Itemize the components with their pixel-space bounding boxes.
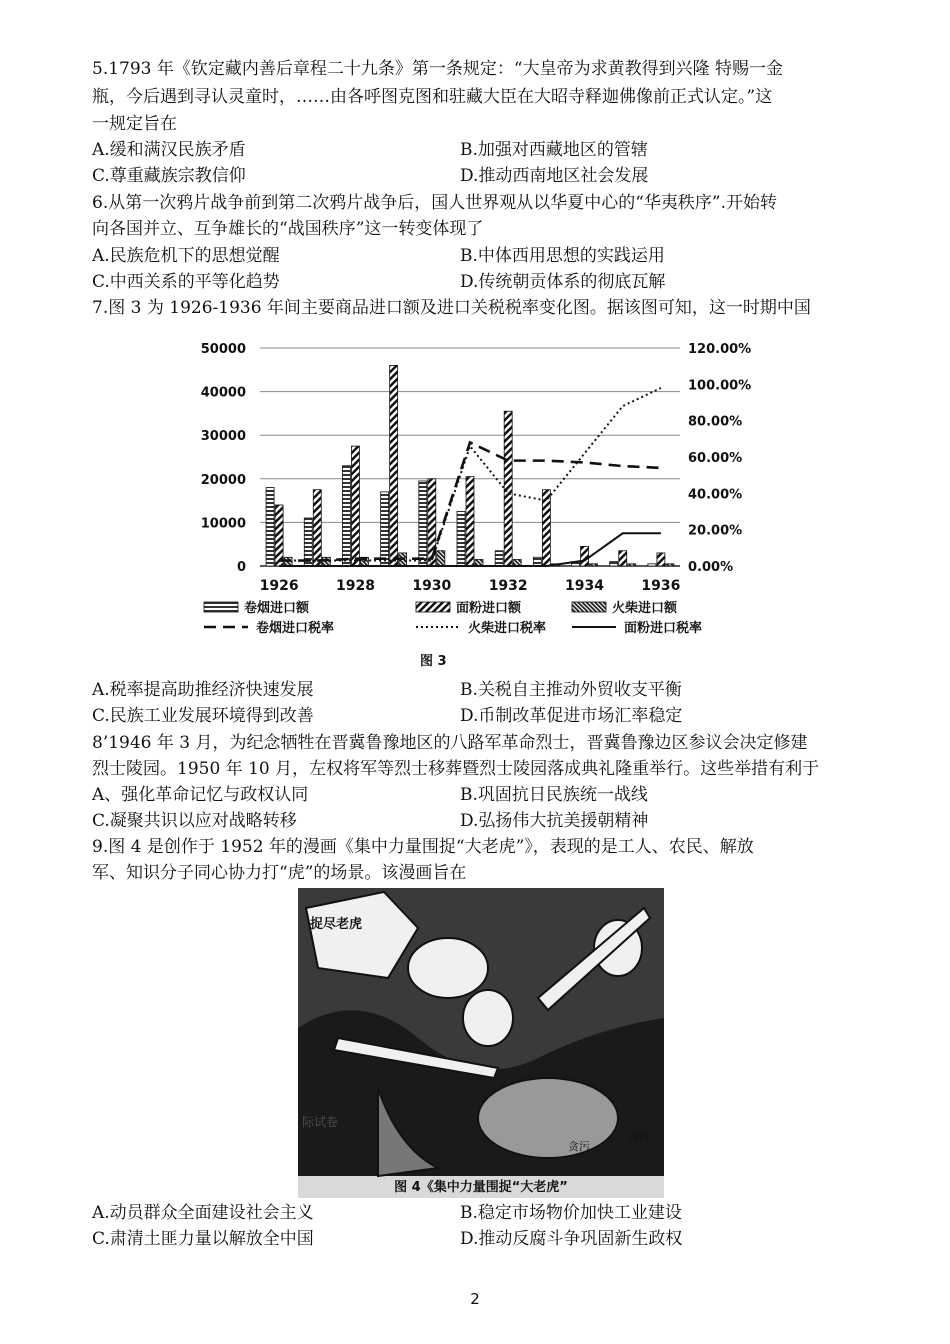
q5-stem-line-1: 5.1793 年《钦定藏内善后章程二十九条》第一条规定：“大皇帝为求黄教得到兴隆 特赐一金 xyxy=(92,59,783,79)
y-left-tick-label: 20000 xyxy=(200,472,246,488)
bar-flour xyxy=(619,551,627,566)
q5-option-d: D.推动西南地区社会发展 xyxy=(460,166,649,186)
q7-option-a: A.税率提高助推经济快速发展 xyxy=(92,680,314,700)
label-corruption-mid: 贪污 xyxy=(568,1140,590,1153)
q8-option-c: C.凝聚共识以应对战略转移 xyxy=(92,811,297,831)
bar-match xyxy=(628,564,636,566)
q9-option-c: C.肃清土匪力量以解放全中国 xyxy=(92,1229,314,1249)
q7-stem-line-1: 7.图 3 为 1926-1936 年间主要商品进口额及进口关税税率变化图。据该图可知，这一时期中国 xyxy=(92,298,811,318)
bar-cigarette xyxy=(381,492,389,566)
bar-flour xyxy=(466,477,474,566)
y-left-tick-label: 0 xyxy=(236,560,246,575)
x-tick-label: 1930 xyxy=(412,578,452,594)
y-left-tick-label: 40000 xyxy=(200,385,246,401)
worker-figure xyxy=(408,938,488,998)
y-right-tick-label: 80.00% xyxy=(688,414,743,430)
bar-match xyxy=(590,564,598,566)
legend-swatch-flour xyxy=(416,602,450,612)
bar-cigarette xyxy=(533,557,541,566)
bar-cigarette xyxy=(419,481,427,566)
bar-flour xyxy=(542,490,550,566)
bar-match xyxy=(437,551,445,566)
figure-4-caption: 图 4《集中力量围捉“大老虎” xyxy=(394,1180,568,1195)
legend-swatch-match xyxy=(572,602,606,612)
x-tick-label: 1934 xyxy=(565,578,605,594)
legend-label: 面粉进口税率 xyxy=(624,621,703,636)
q9-option-d: D.推动反腐斗争巩固新生政权 xyxy=(460,1229,683,1249)
q7-option-b: B.关税自主推动外贸收支平衡 xyxy=(460,680,682,700)
soldier-figure xyxy=(463,990,513,1046)
y-left-tick-label: 30000 xyxy=(200,429,246,445)
q6-option-d: D.传统朝贡体系的彻底瓦解 xyxy=(460,272,666,292)
bar-flour xyxy=(275,505,283,566)
legend-swatch-cigarette xyxy=(204,602,238,612)
q5-option-b: B.加强对西藏地区的管辖 xyxy=(460,140,648,160)
x-tick-label: 1926 xyxy=(259,578,299,594)
legend-label: 卷烟进口税率 xyxy=(256,621,335,636)
y-left-tick-label: 10000 xyxy=(200,516,246,532)
legend-label: 火柴进口额 xyxy=(612,601,678,616)
q8-option-d: D.弘扬伟大抗美援朝精神 xyxy=(460,811,649,831)
y-right-tick-label: 40.00% xyxy=(688,487,743,503)
y-left-tick-label: 50000 xyxy=(200,342,246,357)
import-chart xyxy=(190,330,770,650)
q6-option-b: B.中体西用思想的实践运用 xyxy=(460,246,665,266)
bar-cigarette xyxy=(610,562,618,566)
q5-option-c: C.尊重藏族宗教信仰 xyxy=(92,166,246,186)
page-number: 2 xyxy=(470,1290,480,1308)
label-corruption-right: 贪污 xyxy=(628,1130,650,1143)
bar-flour xyxy=(351,446,359,566)
tiger-figure xyxy=(478,1078,618,1158)
y-right-tick-label: 100.00% xyxy=(688,378,752,394)
q9-option-a: A.动员群众全面建设社会主义 xyxy=(92,1203,314,1223)
x-tick-label: 1932 xyxy=(488,578,528,594)
bar-match xyxy=(666,564,674,566)
bar-flour xyxy=(390,365,398,566)
q5-stem-line-3: 一规定旨在 xyxy=(92,114,177,134)
q7-option-c: C.民族工业发展环境得到改善 xyxy=(92,706,314,726)
legend-label: 面粉进口额 xyxy=(456,601,522,616)
q6-option-c: C.中西关系的平等化趋势 xyxy=(92,272,280,292)
q8-option-b: B.巩固抗日民族统一战线 xyxy=(460,785,648,805)
legend-label: 火柴进口税率 xyxy=(468,621,547,636)
legend-label: 卷烟进口额 xyxy=(244,601,310,616)
bar-flour xyxy=(313,490,321,566)
q8-option-a: A、强化革命记忆与政权认同 xyxy=(92,785,309,805)
q9-stem-line-1: 9.图 4 是创作于 1952 年的漫画《集中力量围捉“大老虎”》，表现的是工人、农民、解放 xyxy=(92,837,754,857)
q5-stem-line-2: 瓶，今后遇到寻认灵童时，……由各呼图克图和驻藏大臣在大昭寺释迦佛像前正式认定。”这 xyxy=(92,87,773,107)
y-right-tick-label: 60.00% xyxy=(688,451,743,466)
y-right-tick-label: 120.00% xyxy=(688,342,752,357)
cartoon-figure-4 xyxy=(298,888,664,1198)
y-right-tick-label: 20.00% xyxy=(688,523,743,539)
x-tick-label: 1928 xyxy=(335,578,375,594)
bar-cigarette xyxy=(495,551,503,566)
bar-cigarette xyxy=(457,512,465,567)
bar-flour xyxy=(657,553,665,566)
bar-cigarette xyxy=(648,564,656,566)
q6-stem-line-2: 向各国并立、互争雄长的“战国秩序”这一转变体现了 xyxy=(92,219,484,239)
bar-match xyxy=(322,557,330,566)
q6-option-a: A.民族危机下的思想觉醒 xyxy=(92,246,280,266)
q7-option-d: D.币制改革促进市场汇率稳定 xyxy=(460,706,683,726)
q8-stem-line-1: 8’1946 年 3 月，为纪念牺牲在晋冀鲁豫地区的八路军革命烈士，晋冀鲁豫边区参议会决定修建 xyxy=(92,733,808,753)
watermark-text: 际试卷 xyxy=(302,1115,339,1129)
q6-stem-line-1: 6.从第一次鸦片战争前到第二次鸦片战争后，国人世界观从以华夏中心的“华夷秩序”.开始转 xyxy=(92,193,778,213)
q9-stem-line-2: 军、知识分子同心协力打“虎”的场景。该漫画旨在 xyxy=(92,863,467,883)
q5-option-a: A.缓和满汉民族矛盾 xyxy=(92,140,246,160)
figure-3-caption: 图 3 xyxy=(420,654,447,669)
bar-cigarette xyxy=(266,488,274,566)
banner-text: 捉尽老虎 xyxy=(310,917,363,932)
bar-flour xyxy=(581,546,589,566)
y-right-tick-label: 0.00% xyxy=(688,560,734,575)
bar-flour xyxy=(504,411,512,566)
bar-cigarette xyxy=(304,518,312,566)
x-tick-label: 1936 xyxy=(641,578,681,594)
bar-cigarette xyxy=(342,466,350,566)
q9-option-b: B.稳定市场物价加快工业建设 xyxy=(460,1203,682,1223)
q8-stem-line-2: 烈士陵园。1950 年 10 月，左权将军等烈士移葬暨烈士陵园落成典礼隆重举行。这些举措有利于 xyxy=(92,759,820,779)
